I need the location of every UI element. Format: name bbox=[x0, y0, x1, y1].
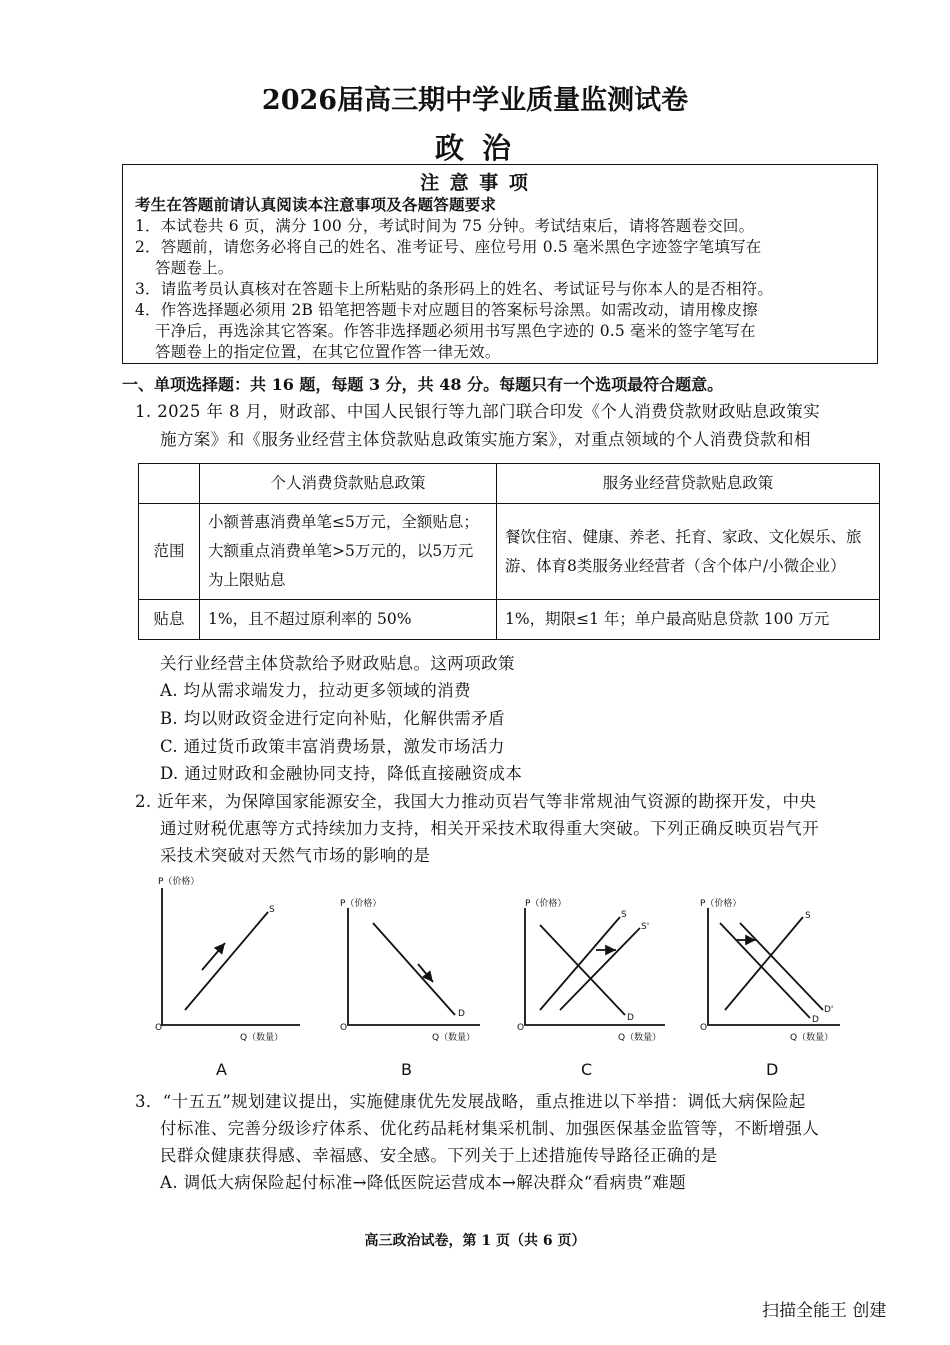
graph-b-origin: O bbox=[340, 1023, 348, 1033]
graph-c-choice: C bbox=[581, 1060, 593, 1079]
notice-item: 3．请监考员认真核对在答题卡上所粘贴的条形码上的姓名、考试证号与你本人的是否相符。 bbox=[135, 280, 774, 298]
table-row-label: 范围 bbox=[139, 504, 200, 600]
graph-d-demand2-line bbox=[740, 923, 823, 1010]
graph-c-origin: O bbox=[517, 1023, 525, 1033]
graph-d-d2-label: D' bbox=[824, 1005, 834, 1015]
graph-c-q-label: Q（数量） bbox=[618, 1033, 662, 1043]
graph-b bbox=[348, 908, 480, 1025]
table-cell: 小额普惠消费单笔≤5万元，全额贴息；大额重点消费单笔>5万元的，以5万元为上限贴息 bbox=[200, 504, 497, 600]
table-header-service: 服务业经营贷款贴息政策 bbox=[497, 464, 880, 504]
graph-c-d-label: D bbox=[627, 1013, 634, 1023]
graph-d-origin: O bbox=[700, 1023, 708, 1033]
exam-title: 2026届高三期中学业质量监测试卷 bbox=[261, 85, 689, 116]
graph-b-choice: B bbox=[401, 1060, 412, 1079]
q1-option-d: D. 通过财政和金融协同支持，降低直接融资成本 bbox=[160, 764, 523, 783]
notice-item: 答题卷上。 bbox=[155, 259, 234, 277]
graph-d-demand-line bbox=[720, 923, 810, 1018]
graph-a-q-label: Q（数量） bbox=[240, 1033, 284, 1043]
graph-a-p-label: P（价格） bbox=[158, 877, 200, 887]
graph-d-choice: D bbox=[766, 1060, 779, 1079]
q1-line: 施方案》和《服务业经营主体贷款贴息政策实施方案》，对重点领域的个人消费贷款和相 bbox=[160, 430, 811, 449]
graph-c-demand-line bbox=[540, 925, 625, 1015]
graph-c-s2-label: S' bbox=[641, 922, 650, 932]
notice-item: 2．答题前，请您务必将自己的姓名、准考证号、座位号用 0.5 毫米黑色字迹签字笔填写在 bbox=[135, 238, 762, 256]
q2-line: 通过财税优惠等方式持续加力支持，相关开采技术取得重大突破。下列正确反映页岩气开 bbox=[160, 819, 820, 838]
graph-a-origin: O bbox=[155, 1023, 163, 1033]
q3-line: 民群众健康获得感、幸福感、安全感。下列关于上述措施传导路径正确的是 bbox=[160, 1146, 718, 1165]
graph-d-supply-line bbox=[725, 917, 803, 1010]
graph-b-axes bbox=[348, 908, 480, 1025]
q1-option-b: B. 均以财政资金进行定向补贴，化解供需矛盾 bbox=[160, 709, 505, 728]
q1-line: 关行业经营主体贷款给予财政贴息。这两项政策 bbox=[160, 654, 515, 673]
graph-a-choice: A bbox=[216, 1060, 227, 1079]
graph-b-p-label: P（价格） bbox=[340, 899, 382, 909]
notice-heading: 注 意 事 项 bbox=[420, 172, 530, 194]
graph-a-supply-line bbox=[185, 912, 268, 1010]
graph-c-p-label: P（价格） bbox=[525, 899, 567, 909]
graph-b-d-label: D bbox=[458, 1009, 465, 1019]
subject-title: 政 治 bbox=[434, 131, 516, 165]
table-cell: 1%，期限≤1 年；单户最高贴息贷款 100 万元 bbox=[497, 600, 880, 640]
q2-line: 采技术突破对天然气市场的影响的是 bbox=[160, 846, 431, 865]
notice-item: 1．本试卷共 6 页，满分 100 分，考试时间为 75 分钟。考试结束后，请将答题卷交回。 bbox=[135, 217, 755, 235]
table-corner bbox=[139, 464, 200, 504]
graph-d bbox=[708, 908, 840, 1025]
graph-d-s-label: S bbox=[805, 911, 811, 921]
q2-line: 2. 近年来，为保障国家能源安全，我国大力推动页岩气等非常规油气资源的勘探开发，中央 bbox=[135, 792, 817, 811]
graph-b-arrow bbox=[418, 964, 433, 982]
graph-d-p-label: P（价格） bbox=[700, 899, 742, 909]
q2-graphs bbox=[140, 870, 860, 1085]
notice-item: 4．作答选择题必须用 2B 铅笔把答题卡对应题目的答案标号涂黑。如需改动，请用橡皮擦 bbox=[135, 301, 758, 319]
scanner-watermark: 扫描全能王 创建 bbox=[762, 1301, 887, 1321]
graph-b-demand-line bbox=[373, 923, 455, 1015]
graph-a bbox=[162, 888, 300, 1025]
notice-intro: 考生在答题前请认真阅读本注意事项及各题答题要求 bbox=[135, 195, 497, 214]
page-footer: 高三政治试卷，第 1 页（共 6 页） bbox=[364, 1233, 586, 1249]
graph-d-d-label: D bbox=[812, 1015, 819, 1025]
table-row-label: 贴息 bbox=[139, 600, 200, 640]
q3-option-a: A. 调低大病保险起付标准→降低医院运营成本→解决群众“看病贵”难题 bbox=[160, 1173, 687, 1192]
q1-option-c: C. 通过货币政策丰富消费场景，激发市场活力 bbox=[160, 737, 505, 756]
notice-item: 答题卷上的指定位置，在其它位置作答一律无效。 bbox=[155, 343, 501, 361]
table-header-personal: 个人消费贷款贴息政策 bbox=[200, 464, 497, 504]
section-heading: 一、单项选择题：共 16 题，每题 3 分，共 48 分。每题只有一个选项最符合题意。 bbox=[122, 375, 724, 394]
graph-b-q-label: Q（数量） bbox=[432, 1033, 476, 1043]
table-cell: 1%，且不超过原利率的 50% bbox=[200, 600, 497, 640]
q1-line: 1. 2025 年 8 月，财政部、中国人民银行等九部门联合印发《个人消费贷款财政贴息政策实 bbox=[135, 402, 821, 421]
table-cell: 餐饮住宿、健康、养老、托育、家政、文化娱乐、旅游、体育8类服务业经营者（含个体户/小微企业） bbox=[497, 504, 880, 600]
notice-item: 干净后，再选涂其它答案。作答非选择题必须用书写黑色字迹的 0.5 毫米的签字笔写在 bbox=[155, 322, 756, 340]
graph-a-s-label: S bbox=[269, 905, 275, 915]
q3-line: 3．“十五五”规划建议提出，实施健康优先发展战略，重点推进以下举措：调低大病保险起 bbox=[135, 1092, 806, 1111]
graph-c-s-label: S bbox=[621, 910, 627, 920]
graph-d-q-label: Q（数量） bbox=[790, 1033, 834, 1043]
q3-line: 付标准、完善分级诊疗体系、优化药品耗材集采机制、加强医保基金监管等，不断增强人 bbox=[160, 1119, 820, 1138]
q1-option-a: A. 均从需求端发力，拉动更多领域的消费 bbox=[160, 681, 471, 700]
q1-policy-table bbox=[138, 463, 880, 640]
